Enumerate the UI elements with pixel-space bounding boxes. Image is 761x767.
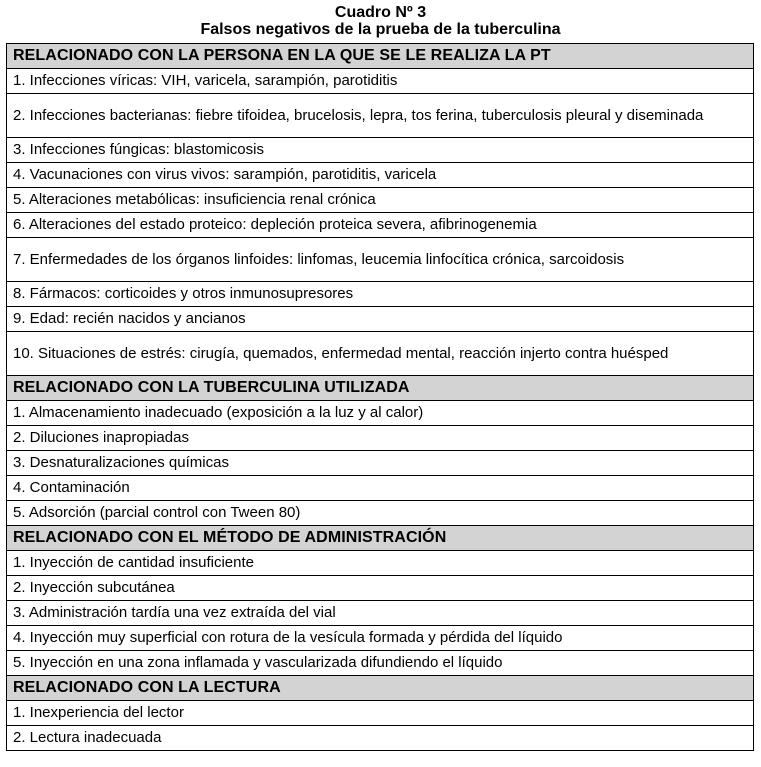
table-row bbox=[7, 69, 754, 94]
item-text: 1. Inyección de cantidad insuficiente bbox=[13, 554, 254, 571]
item-text: 5. Alteraciones metabólicas: insuficiencia renal crónica bbox=[13, 191, 376, 208]
table-row bbox=[7, 426, 754, 451]
false-negatives-table bbox=[6, 43, 754, 751]
section-title-method: RELACIONADO CON EL MÉTODO DE ADMINISTRACIÓN bbox=[7, 526, 754, 551]
table-row bbox=[7, 213, 754, 238]
item-text: 8. Fármacos: corticoides y otros inmunosupresores bbox=[13, 285, 354, 302]
table-row bbox=[7, 601, 754, 626]
item-text: 5. Inyección en una zona inflamada y vascularizada difundiendo el líquido bbox=[13, 654, 503, 671]
item-text: 7. Enfermedades de los órganos linfoides: linfomas, leucemia linfocítica crónica, sarcoidosis bbox=[13, 250, 625, 268]
item-text: 3. Infecciones fúngicas: blastomicosis bbox=[13, 141, 264, 158]
table-row bbox=[7, 626, 754, 651]
table-row bbox=[7, 307, 754, 332]
table-cell bbox=[7, 651, 754, 676]
table-row bbox=[7, 576, 754, 601]
table-row bbox=[7, 238, 754, 282]
table-cell bbox=[7, 576, 754, 601]
table-cell bbox=[7, 701, 754, 726]
item-text: 2. Lectura inadecuada bbox=[13, 729, 162, 746]
item-text: 4. Vacunaciones con virus vivos: sarampión, parotiditis, varicela bbox=[13, 166, 437, 183]
table-cell bbox=[7, 94, 754, 138]
section-header-row bbox=[7, 44, 754, 69]
table-cell bbox=[7, 501, 754, 526]
table-cell bbox=[7, 238, 754, 282]
table-cell bbox=[7, 451, 754, 476]
item-text: 1. Infecciones víricas: VIH, varicela, sarampión, parotiditis bbox=[13, 72, 398, 89]
item-text: 2. Diluciones inapropiadas bbox=[13, 429, 189, 446]
table-row bbox=[7, 138, 754, 163]
table-cell bbox=[7, 307, 754, 332]
section-title-person: RELACIONADO CON LA PERSONA EN LA QUE SE LE REALIZA LA PT bbox=[7, 44, 754, 69]
table-cell bbox=[7, 601, 754, 626]
item-text: 9. Edad: recién nacidos y ancianos bbox=[13, 310, 246, 327]
table-cell bbox=[7, 213, 754, 238]
table-cell bbox=[7, 138, 754, 163]
table-cell bbox=[7, 163, 754, 188]
item-text: 3. Desnaturalizaciones químicas bbox=[13, 454, 229, 471]
table-heading bbox=[0, 0, 761, 38]
item-text: 10. Situaciones de estrés: cirugía, quemados, enfermedad mental, reacción injerto contra huésped bbox=[13, 344, 669, 362]
item-text: 2. Inyección subcutánea bbox=[13, 579, 175, 596]
table-row bbox=[7, 332, 754, 376]
table-row bbox=[7, 551, 754, 576]
table-row bbox=[7, 163, 754, 188]
table-row bbox=[7, 401, 754, 426]
section-title-reading: RELACIONADO CON LA LECTURA bbox=[7, 676, 754, 701]
section-title-tuberculin: RELACIONADO CON LA TUBERCULINA UTILIZADA bbox=[7, 376, 754, 401]
table-cell bbox=[7, 626, 754, 651]
table-cell bbox=[7, 188, 754, 213]
item-text: 6. Alteraciones del estado proteico: depleción proteica severa, afibrinogenemia bbox=[13, 216, 537, 233]
table-cell bbox=[7, 726, 754, 751]
item-text: 2. Infecciones bacterianas: fiebre tifoidea, brucelosis, lepra, tos ferina, tuberculosis pleural y diseminada bbox=[13, 106, 704, 124]
table-cell bbox=[7, 401, 754, 426]
table-row bbox=[7, 701, 754, 726]
table-row bbox=[7, 451, 754, 476]
section-header-row bbox=[7, 376, 754, 401]
table-row bbox=[7, 94, 754, 138]
table-cell bbox=[7, 551, 754, 576]
item-text: 5. Adsorción (parcial control con Tween 80) bbox=[13, 504, 301, 521]
table-row bbox=[7, 476, 754, 501]
table-cell bbox=[7, 426, 754, 451]
item-text: 1. Inexperiencia del lector bbox=[13, 704, 184, 721]
item-text: 4. Inyección muy superficial con rotura de la vesícula formada y pérdida del líquido bbox=[13, 629, 563, 646]
table-cell bbox=[7, 282, 754, 307]
item-text: 1. Almacenamiento inadecuado (exposición a la luz y al calor) bbox=[13, 404, 424, 421]
item-text: 3. Administración tardía una vez extraída del vial bbox=[13, 604, 336, 621]
table-row bbox=[7, 282, 754, 307]
table-number: Cuadro Nº 3 bbox=[334, 4, 427, 21]
table-caption: Falsos negativos de la prueba de la tuberculina bbox=[200, 21, 561, 38]
section-header-row bbox=[7, 676, 754, 701]
table-row bbox=[7, 501, 754, 526]
table-row bbox=[7, 188, 754, 213]
section-header-row bbox=[7, 526, 754, 551]
table-cell bbox=[7, 69, 754, 94]
table-cell bbox=[7, 476, 754, 501]
table-cell bbox=[7, 332, 754, 376]
table-row bbox=[7, 726, 754, 751]
table-row bbox=[7, 651, 754, 676]
item-text: 4. Contaminación bbox=[13, 479, 130, 496]
